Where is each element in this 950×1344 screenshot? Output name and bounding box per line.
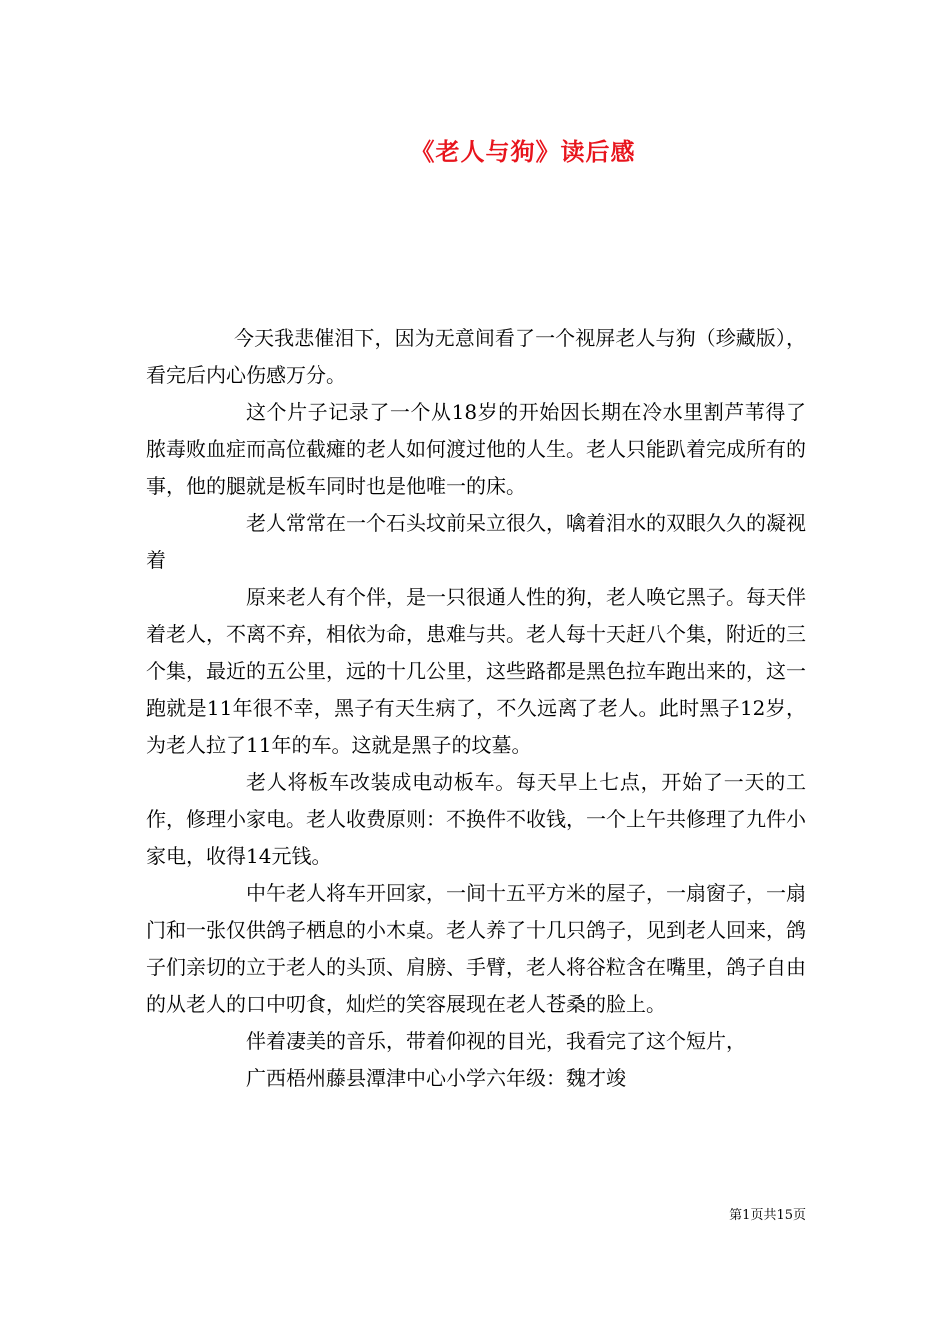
paragraph-7: 伴着凄美的音乐，带着仰视的目光，我看完了这个短片， [246, 1029, 746, 1053]
paragraph-2: 这个片子记录了一个从18岁的开始因长期在冷水里割芦苇得了脓毒败血症而高位截瘫的老人如何渡过他的人生。老人只能趴着完成所有的事，他的腿就是板车同时也是他唯一的床。 [146, 400, 806, 498]
document-body [146, 320, 806, 1097]
author-signature: 广西梧州藤县潭津中心小学六年级：魏才竣 [246, 1066, 626, 1090]
paragraph-5: 老人将板车改装成电动板车。每天早上七点，开始了一天的工作，修理小家电。老人收费原则：不换件不收钱，一个上午共修理了九件小家电，收得14元钱。 [146, 770, 806, 868]
document-title: 《老人与狗》读后感 [410, 137, 636, 166]
paragraph-3: 老人常常在一个石头坟前呆立很久，噙着泪水的双眼久久的凝视着 [146, 511, 806, 572]
paragraph-1: 今天我悲催泪下，因为无意间看了一个视屏老人与狗（珍藏版），看完后内心伤感万分。 [146, 326, 806, 387]
paragraph-4: 原来老人有个伴，是一只很通人性的狗，老人唤它黑子。每天伴着老人，不离不弃，相依为命，患难与共。老人每十天赶八个集，附近的三个集，最近的五公里，远的十几公里，这些路都是黑色拉车跑出来的，这一跑就是11年很不幸，黑子有天生病了，不久远离了老人。此时黑子12岁，为老人拉了11年的车。这就是黑子的坟墓。 [146, 585, 806, 757]
paragraph-6: 中午老人将车开回家，一间十五平方米的屋子，一扇窗子，一扇门和一张仅供鸽子栖息的小木桌。老人养了十几只鸽子，见到老人回来，鸽子们亲切的立于老人的头顶、肩膀、手臂，老人将谷粒含在嘴里，鸽子自由的从老人的口中叨食，灿烂的笑容展现在老人苍桑的脸上。 [146, 881, 806, 1016]
page-number-footer: 第1页共15页 [729, 1208, 806, 1223]
